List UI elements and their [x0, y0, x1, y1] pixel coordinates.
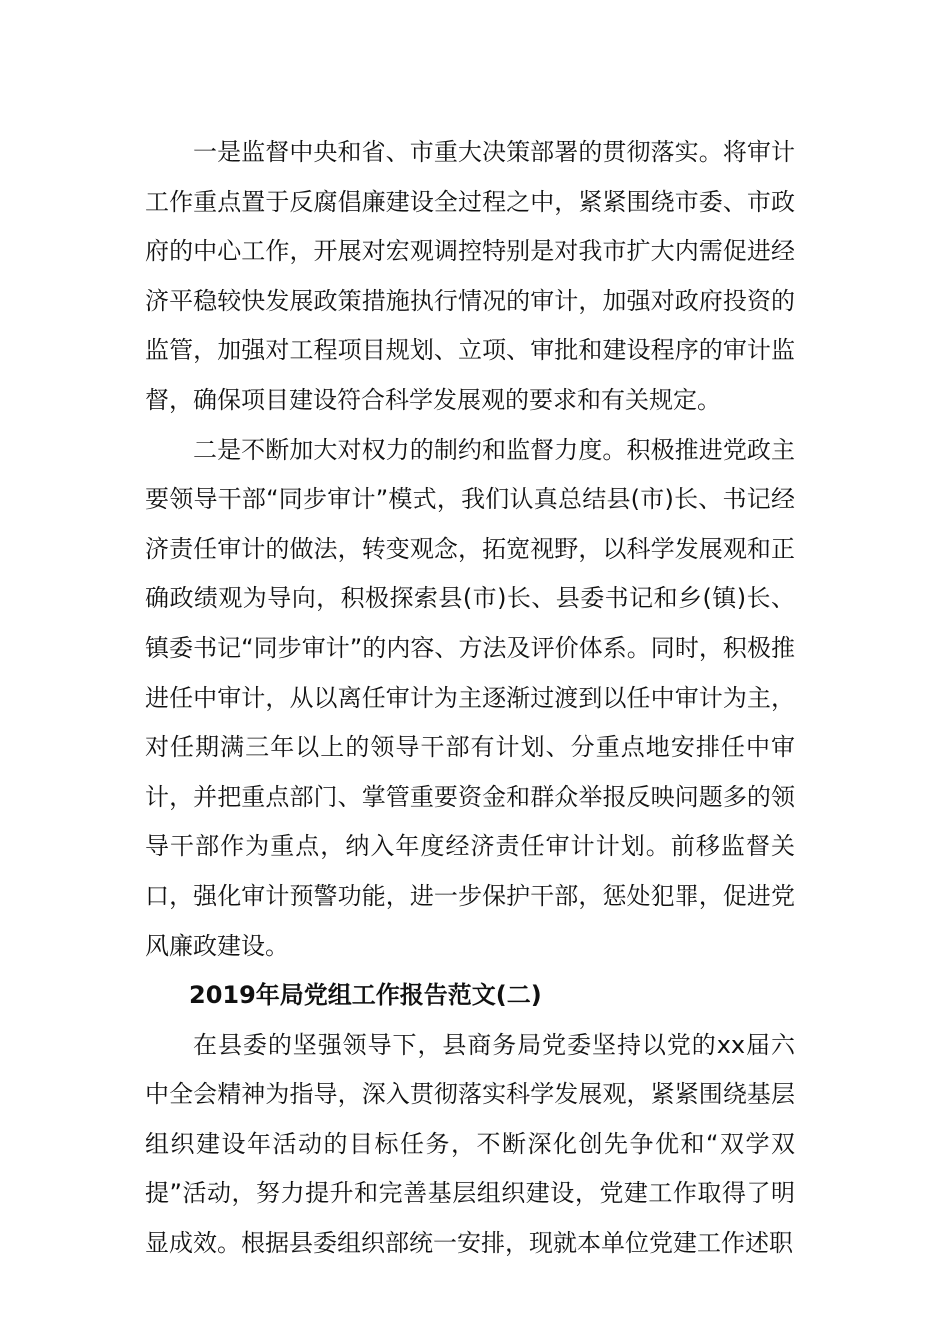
paragraph-commerce-bureau: 在县委的坚强领导下，县商务局党委坚持以党的xx届六中全会精神为指导，深入贯彻落实科学发展观，紧紧围绕基层组织建设年活动的目标任务，不断深化创先争优和“双学双提”活动，努力提升和完善基层组织建设，党建工作取得了明显成效。根据县委组织部统一安排，现就本单位党建工作述职: [145, 1030, 795, 1258]
paragraph-supervise-decisions: 一是监督中央和省、市重大决策部署的贯彻落实。将审计工作重点置于反腐倡廉建设全过程之中，紧紧围绕市委、市政府的中心工作，开展对宏观调控特别是对我市扩大内需促进经济平稳较快发展政策措施执行情况的审计，加强对政府投资的监管，加强对工程项目规划、立项、审批和建设程序的审计监督，确保项目建设符合科学发展观的要求和有关规定。: [145, 138, 795, 414]
paragraph-power-supervision: 二是不断加大对权力的制约和监督力度。积极推进党政主要领导干部“同步审计”模式，我们认真总结县(市)长、书记经济责任审计的做法，转变观念，拓宽视野，以科学发展观和正确政绩观为导向，积极探索县(市)长、县委书记和乡(镇)长、镇委书记“同步审计”的内容、方法及评价体系。同时，积极推进任中审计，从以离任审计为主逐渐过渡到以任中审计为主，对任期满三年以上的领导干部有计划、分重点地安排任中审计，并把重点部门、掌管重要资金和群众举报反映问题多的领导干部作为重点，纳入年度经济责任审计计划。前移监督关口，强化审计预警功能，进一步保护干部，惩处犯罪，促进党风廉政建设。: [145, 435, 795, 960]
document-body: [145, 128, 795, 1269]
section-heading: 2019年局党组工作报告范文(二): [189, 981, 542, 1010]
